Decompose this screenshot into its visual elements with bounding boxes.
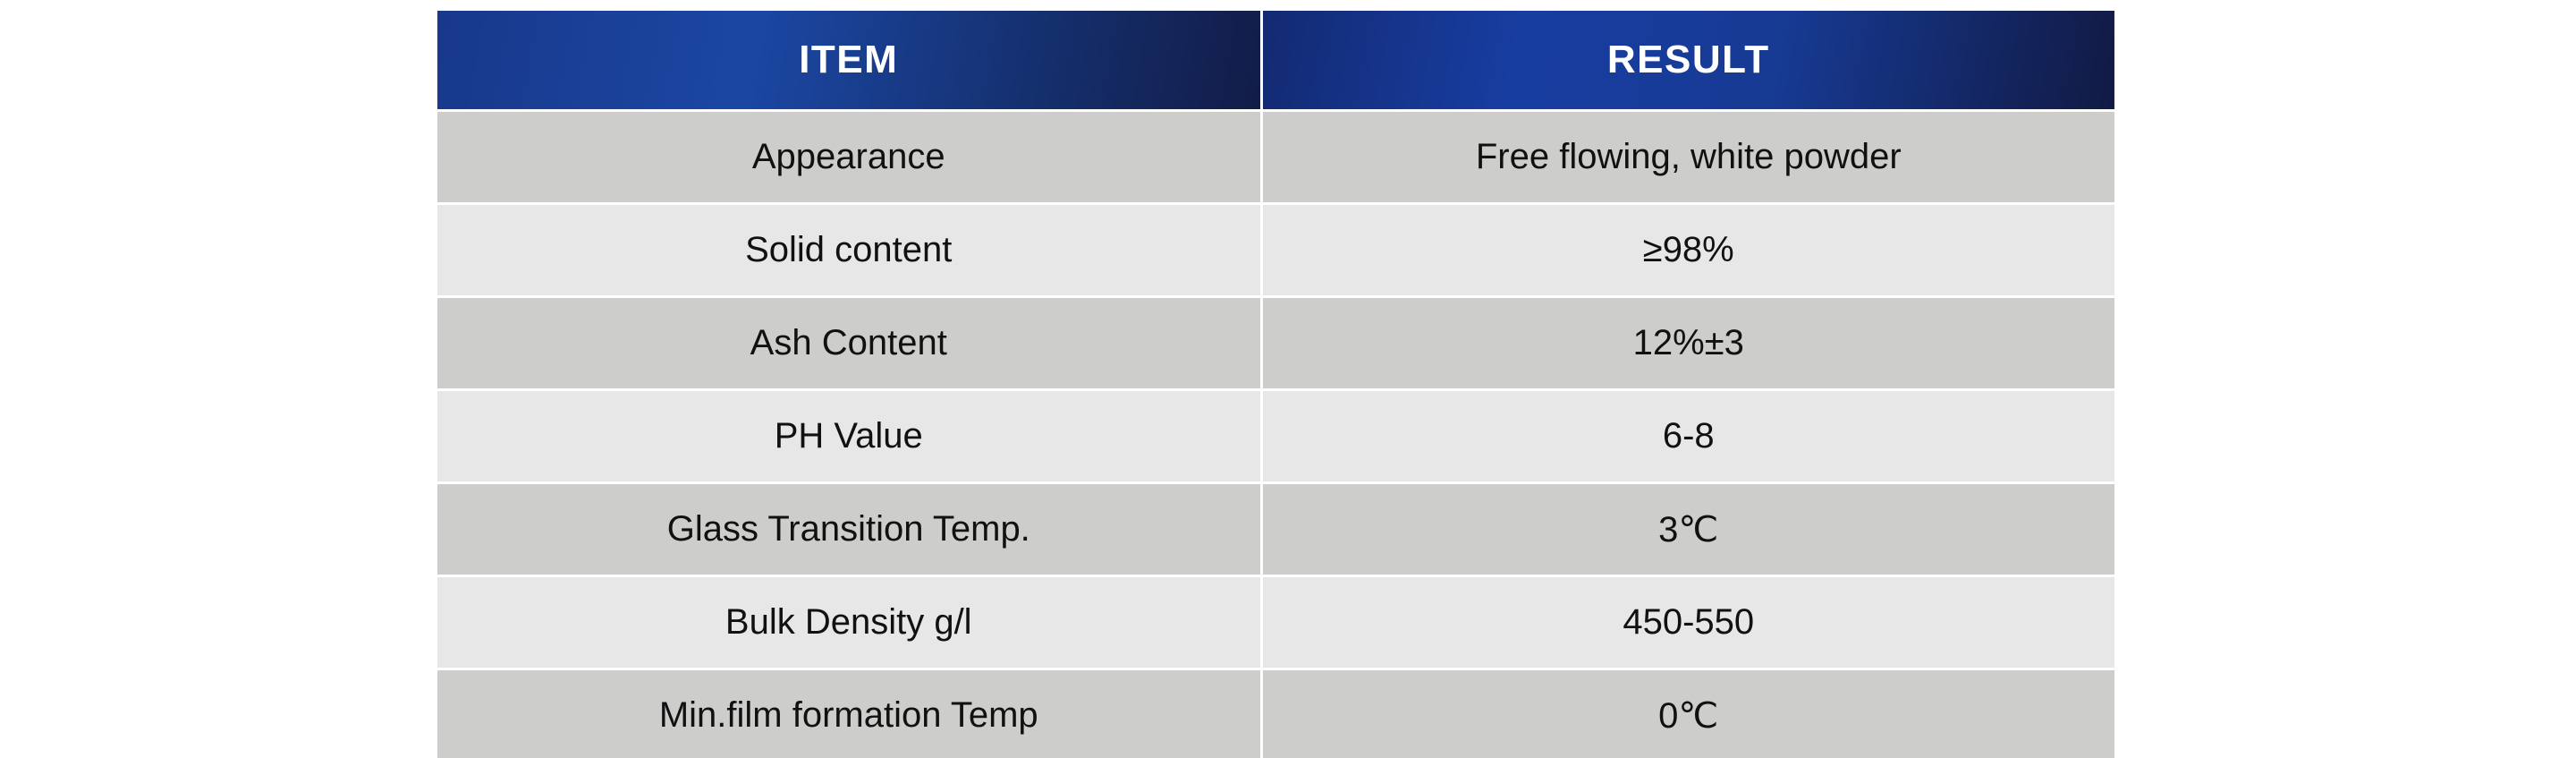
cell-result: Free flowing, white powder <box>1261 111 2114 204</box>
cell-result: 3℃ <box>1261 483 2114 576</box>
column-header-result: RESULT <box>1261 11 2114 111</box>
cell-result: 6-8 <box>1261 390 2114 483</box>
cell-item: Bulk Density g/l <box>437 576 1261 669</box>
cell-item: Solid content <box>437 204 1261 297</box>
cell-item: PH Value <box>437 390 1261 483</box>
cell-result: 12%±3 <box>1261 297 2114 390</box>
table-row <box>437 111 2114 204</box>
column-header-item: ITEM <box>437 11 1261 111</box>
table-row <box>437 483 2114 576</box>
cell-result: ≥98% <box>1261 204 2114 297</box>
cell-item: Ash Content <box>437 297 1261 390</box>
table-header <box>437 11 2114 111</box>
table-row <box>437 669 2114 758</box>
cell-item: Min.film formation Temp <box>437 669 1261 758</box>
cell-item: Appearance <box>437 111 1261 204</box>
table-body <box>437 111 2114 758</box>
cell-result: 0℃ <box>1261 669 2114 758</box>
table-header-row <box>437 11 2114 111</box>
table-row <box>437 576 2114 669</box>
specification-table <box>437 11 2114 758</box>
table-row <box>437 390 2114 483</box>
cell-result: 450-550 <box>1261 576 2114 669</box>
cell-item: Glass Transition Temp. <box>437 483 1261 576</box>
table-row <box>437 204 2114 297</box>
table-row <box>437 297 2114 390</box>
